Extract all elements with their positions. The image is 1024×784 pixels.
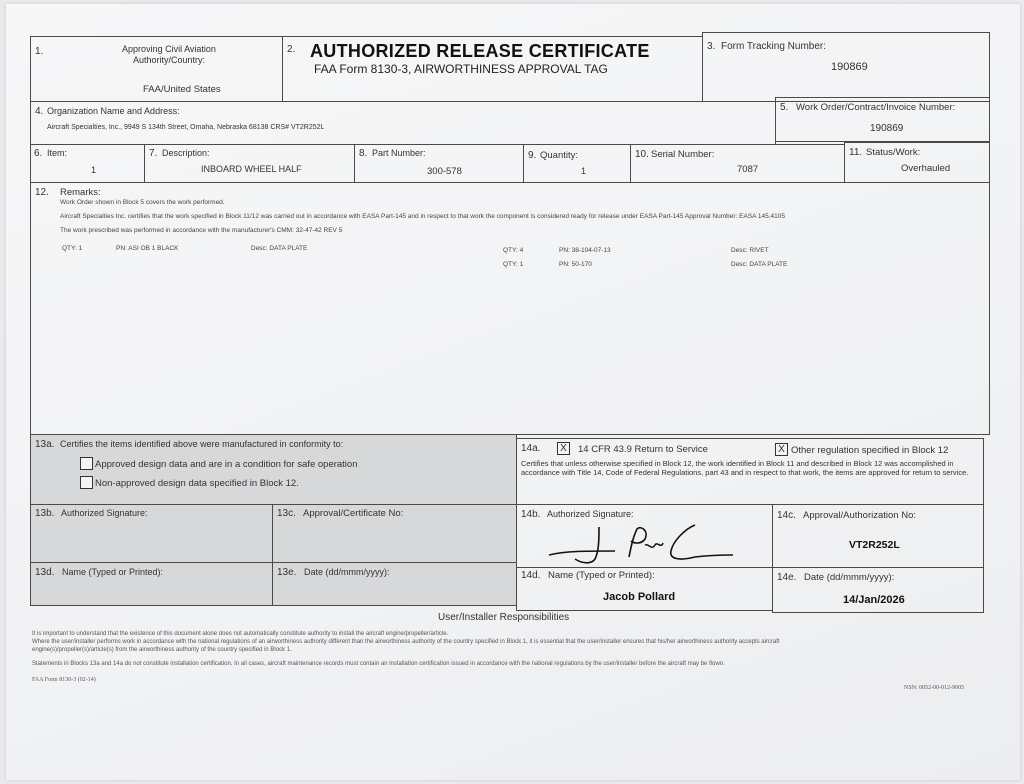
block-14b-number: 14b. xyxy=(521,509,541,520)
block-12-label: Remarks: xyxy=(60,187,101,198)
part-1-qty: QTY: 1 xyxy=(62,245,83,252)
block-5 xyxy=(775,97,990,142)
block-13c xyxy=(272,504,517,563)
part-2-desc: Desc: RIVET xyxy=(731,247,769,254)
block-14a xyxy=(516,438,984,505)
block-4 xyxy=(30,101,776,145)
remarks-line-1: Work Order shown in Block 5 covers the work performed. xyxy=(60,199,225,206)
block-14b xyxy=(516,504,773,568)
approved-design-label: Approved design data and are in a condition for safe operation xyxy=(95,459,358,470)
block-13a-number: 13a. xyxy=(35,439,55,450)
block-13e-label: Date (dd/mmm/yyyy): xyxy=(304,567,390,577)
work-order-number: 190869 xyxy=(870,123,904,134)
block-8-number: 8. xyxy=(359,148,368,159)
block-9 xyxy=(523,144,631,183)
approved-design-checkbox[interactable] xyxy=(80,457,93,470)
part-1-pn: PN: ASI OB 1 BLACK xyxy=(116,245,179,252)
handwritten-signature xyxy=(545,521,735,565)
block-4-label: Organization Name and Address: xyxy=(47,106,180,116)
block-14a-number: 14a. xyxy=(521,443,541,454)
description-value: INBOARD WHEEL HALF xyxy=(201,164,302,174)
block-14c-number: 14c. xyxy=(777,510,796,521)
block-3-number: 3. xyxy=(707,41,716,52)
block-8 xyxy=(354,144,524,183)
block-13d-number: 13d. xyxy=(35,567,55,578)
footer-line-3: engine(s)/propeller(s)/article(s) from the airworthiness authority of the country specified in Block 1. xyxy=(32,647,292,653)
block-3-label: Form Tracking Number: xyxy=(721,41,827,52)
block-14b-label: Authorized Signature: xyxy=(547,509,634,519)
block-8-label: Part Number: xyxy=(372,148,426,158)
block-14e-number: 14e. xyxy=(777,572,797,583)
part-2-pn: PN: 38-104-07-13 xyxy=(559,247,611,254)
quantity-value: 1 xyxy=(581,166,587,176)
certifier-name: Jacob Pollard xyxy=(603,591,676,603)
block-13e-number: 13e. xyxy=(277,567,297,578)
form-id: FAA Form 8130-3 (02-14) xyxy=(32,677,96,683)
block-14c-label: Approval/Authorization No: xyxy=(803,510,917,521)
footer-line-2: Where the user/installer performs work in accordance with the national regulations of an airworthiness authority different than the airworthiness authority of the country specified in Block 1, it is essential that the user/installer ensures that his/her airworthiness authority accepts aircraft xyxy=(32,639,780,645)
footer-line-4: Statements in Blocks 13a and 14a do not constitute installation certification. In all cases, aircraft maintenance records must contain an installation certification issued in accordance with the national regulations by the user/installer before the aircraft may be flown. xyxy=(32,661,725,667)
block-1-number: 1. xyxy=(35,46,44,57)
block-10-label: Serial Number: xyxy=(651,149,715,160)
block-14a-text: Certifies that unless otherwise specified in Block 12, the work identified in Block 11 and described in Block 12 was accomplished in accordance with Title 14, Code of Federal Regulations, part 43 and in respect to that work, the items are approved for return to service. xyxy=(521,459,969,477)
block-14e-label: Date (dd/mmm/yyyy): xyxy=(804,572,895,583)
block-11-label: Status/Work: xyxy=(866,147,921,158)
nsn-number: NSN: 0052-00-012-9005 xyxy=(904,685,965,691)
block-12-remarks xyxy=(30,182,990,435)
tracking-number: 190869 xyxy=(831,61,868,73)
footer-line-1: It is important to understand that the existence of this document alone does not automatically constitute authority to install the aircraft engine/propeller/article. xyxy=(32,631,449,637)
part-3-pn: PN: 50-170 xyxy=(559,261,592,268)
block-4-number: 4. xyxy=(35,106,44,117)
remarks-line-2: Aircraft Specialties Inc. certifies that the work specified in Block 11/12 was carried out in accordance with EASA Part-145 and in respect to that work the component is considered ready for release under EASA Part-145 Approval Number: EASA 145.4105 xyxy=(60,213,786,220)
non-approved-design-label: Non-approved design data specified in Block 12. xyxy=(95,478,299,489)
block-7-label: Description: xyxy=(162,148,210,158)
part-number-value: 300-578 xyxy=(427,166,462,177)
block-1-value: FAA/United States xyxy=(143,84,221,95)
block-3 xyxy=(702,32,990,102)
block-13b-number: 13b. xyxy=(35,508,55,519)
return-to-service-checkbox[interactable]: X xyxy=(557,442,570,455)
block-7 xyxy=(144,144,355,183)
block-13b-label: Authorized Signature: xyxy=(61,508,148,518)
approval-authorization-number: VT2R252L xyxy=(849,539,900,551)
block-2 xyxy=(282,36,703,102)
other-regulation-label: Other regulation specified in Block 12 xyxy=(791,445,949,456)
form-title: AUTHORIZED RELEASE CERTIFICATE xyxy=(310,41,650,61)
block-9-label: Quantity: xyxy=(540,150,579,161)
block-13a-label: Certifies the items identified above were manufactured in conformity to: xyxy=(60,439,344,449)
block-13c-number: 13c. xyxy=(277,508,296,519)
block-11 xyxy=(844,142,990,183)
serial-number-value: 7087 xyxy=(737,164,759,175)
form-subtitle: FAA Form 8130-3, AIRWORTHINESS APPROVAL TAG xyxy=(314,62,608,76)
user-installer-heading: User/Installer Responsibilities xyxy=(438,612,570,623)
organization-address: Aircraft Specialties, Inc., 9949 S 134th Street, Omaha, Nebraska 68138 CRS# VT2R252L xyxy=(47,124,325,131)
block-14d-label: Name (Typed or Printed): xyxy=(548,570,655,581)
block-13b xyxy=(30,504,273,563)
block-1-label: Approving Civil Aviation Authority/Country: xyxy=(122,44,216,65)
block-6-label: Item: xyxy=(47,148,68,158)
other-regulation-checkbox[interactable]: X xyxy=(775,443,788,456)
block-13d xyxy=(30,562,273,606)
block-10 xyxy=(630,144,845,183)
block-1 xyxy=(30,36,283,102)
part-3-qty: QTY: 1 xyxy=(503,261,524,268)
block-5-label: Work Order/Contract/Invoice Number: xyxy=(796,102,956,113)
block-5-number: 5. xyxy=(780,102,789,113)
certification-date: 14/Jan/2026 xyxy=(843,594,905,606)
block-14d-number: 14d. xyxy=(521,570,541,581)
status-work-value: Overhauled xyxy=(901,163,951,174)
block-13e xyxy=(272,562,517,606)
block-6-number: 6. xyxy=(34,148,43,159)
block-7-number: 7. xyxy=(149,148,158,159)
block-10-number: 10. xyxy=(635,149,649,160)
block-14d xyxy=(516,567,773,611)
certificate-paper xyxy=(6,4,1020,780)
block-13c-label: Approval/Certificate No: xyxy=(303,508,404,519)
block-13d-label: Name (Typed or Printed): xyxy=(62,567,164,577)
block-14c xyxy=(772,504,984,568)
block-9-number: 9. xyxy=(528,150,537,161)
part-3-desc: Desc: DATA PLATE xyxy=(731,261,788,268)
part-2-qty: QTY: 4 xyxy=(503,247,524,254)
item-value: 1 xyxy=(91,165,97,175)
block-6 xyxy=(30,144,145,183)
block-14e xyxy=(772,567,984,613)
block-12-number: 12. xyxy=(35,187,49,198)
block-11-number: 11. xyxy=(849,147,863,158)
non-approved-design-checkbox[interactable] xyxy=(80,476,93,489)
part-1-desc: Desc: DATA PLATE xyxy=(251,245,308,252)
return-to-service-label: 14 CFR 43.9 Return to Service xyxy=(578,444,708,455)
block-2-number: 2. xyxy=(287,44,296,55)
remarks-line-3: The work prescribed was performed in accordance with the manufacturer's CMM: 32-47-42 REV 5 xyxy=(60,227,343,234)
block-13a xyxy=(30,434,517,505)
